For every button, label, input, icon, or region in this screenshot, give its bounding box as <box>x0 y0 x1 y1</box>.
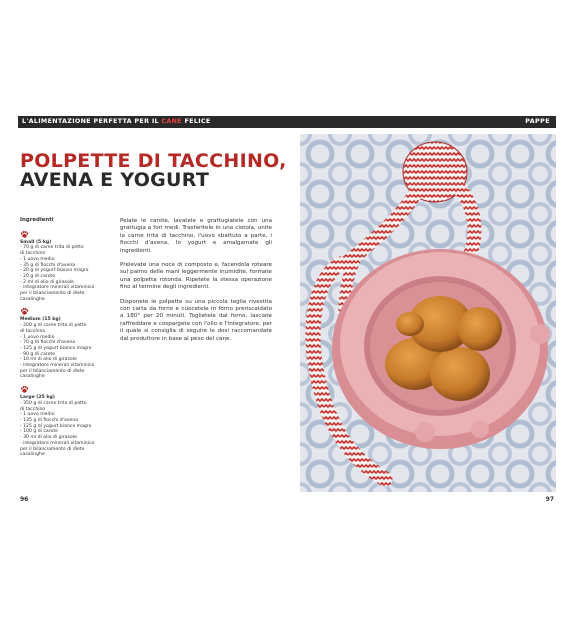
ingredient-item: - 90 g di carote <box>20 351 56 357</box>
ingredient-item: casalinghe <box>20 296 45 302</box>
recipe-instructions <box>120 218 272 350</box>
ingredients-heading: Ingredienti <box>20 217 54 223</box>
ingredient-item: di tacchino <box>20 406 46 412</box>
ingredient-item: - 70 g di carne trita di petto <box>20 245 84 251</box>
recipe-photo <box>300 134 556 492</box>
ingredient-item: - 1 uovo medio <box>20 412 55 418</box>
recipe-title <box>20 152 290 190</box>
ingredient-item: casalinghe <box>20 374 45 380</box>
ingredient-item: - 70 g di fiocchi d'avena <box>20 340 76 346</box>
header-accent-word: CANE <box>161 117 182 125</box>
ingredients-column <box>20 218 112 463</box>
ingredient-item: - 200 g di carne trita di petto <box>20 323 87 329</box>
ingredient-item: per il bilanciamento di diete <box>20 368 85 374</box>
ingredient-size-list <box>20 230 112 458</box>
paw-icon <box>20 230 29 239</box>
ingredient-item: per il bilanciamento di diete <box>20 446 85 452</box>
instruction-paragraph: Prelevate una noce di composto e, facendola roteare sul palmo delle mani leggermente inumidite, formate una polpetta rotonda. Ripetete la stessa operazione fino al termine degli ingredienti. <box>120 262 272 291</box>
size-label: Small (5 kg) <box>20 239 52 245</box>
ingredient-item: - 125 g di yogurt bianco magro <box>20 345 92 351</box>
ingredient-item: - 2 ml di olio di girasole <box>20 279 74 285</box>
ingredient-item: casalinghe <box>20 452 45 458</box>
meatballs-bowl-illustration <box>300 134 556 492</box>
ingredient-item: - 35 g di fiocchi d'avena <box>20 262 76 268</box>
ingredient-item: - 30 ml di olio di girasole <box>20 435 77 441</box>
ingredient-item: - integratore minerali vitaminico <box>20 440 95 446</box>
ingredient-size-block <box>20 307 112 380</box>
running-header <box>18 116 556 128</box>
recipe-title-line2: AVENA E YOGURT <box>20 169 210 191</box>
ingredient-item: di tacchino <box>20 251 46 257</box>
ingredient-item: - 125 g di yogurt bianco magro <box>20 423 92 429</box>
ingredient-item: - 135 g di fiocchi d'avena <box>20 417 79 423</box>
size-label: Medium (15 kg) <box>20 317 61 323</box>
page-number-right: 97 <box>545 496 554 503</box>
section-label: PAPPE <box>525 117 550 125</box>
instruction-paragraph: Pelate le carote, lavatele e grattugiatele con una grattugia a fori medi. Trasferitele in una ciotola, unite la carne trita di tacchino, l'uovo sbattuto a parte, i fiocchi d'avena, lo yogurt e amalgamate gli ingredienti. <box>120 218 272 254</box>
size-label: Large (25 kg) <box>20 395 55 401</box>
page-number-left: 96 <box>20 496 29 503</box>
ingredient-item: - 20 g di yogurt bianco magro <box>20 268 89 274</box>
book-title-header: L'ALIMENTAZIONE PERFETTA PER IL CANE FELICE <box>22 117 211 125</box>
ingredient-item: di tacchino <box>20 328 46 334</box>
ingredient-item: - 1 uovo medio <box>20 256 55 262</box>
ingredient-item: - integratore minerali vitaminico <box>20 285 95 291</box>
ingredient-item: - 1 uovo medio <box>20 334 55 340</box>
ingredient-item: - 100 g di carote <box>20 429 58 435</box>
ingredient-item: - 20 g di carote <box>20 273 56 279</box>
ingredient-item: - integratore minerali vitaminico <box>20 363 95 369</box>
ingredient-size-block <box>20 385 112 458</box>
instruction-paragraph: Disponete le polpette su una piccola teglia rivestita con carta da forno e cuocetele in forno preriscaldato a 180° per 20 minuti. Toglietele dal forno, lasciate raffreddare e cospargete con l'olio e l'integratore, per il quale si consiglia di seguire le dosi raccomandate dal produttore in base al peso del cane. <box>120 298 272 342</box>
paw-icon <box>20 385 29 394</box>
recipe-title-line1: POLPETTE DI TACCHINO, <box>20 150 287 172</box>
ingredient-item: - 350 g di carne trita di petto <box>20 400 87 406</box>
ingredient-size-block <box>20 230 112 303</box>
paw-icon <box>20 307 29 316</box>
ingredient-item: - 10 ml di olio di girasole <box>20 357 77 363</box>
ingredient-item: per il bilanciamento di diete <box>20 291 85 297</box>
